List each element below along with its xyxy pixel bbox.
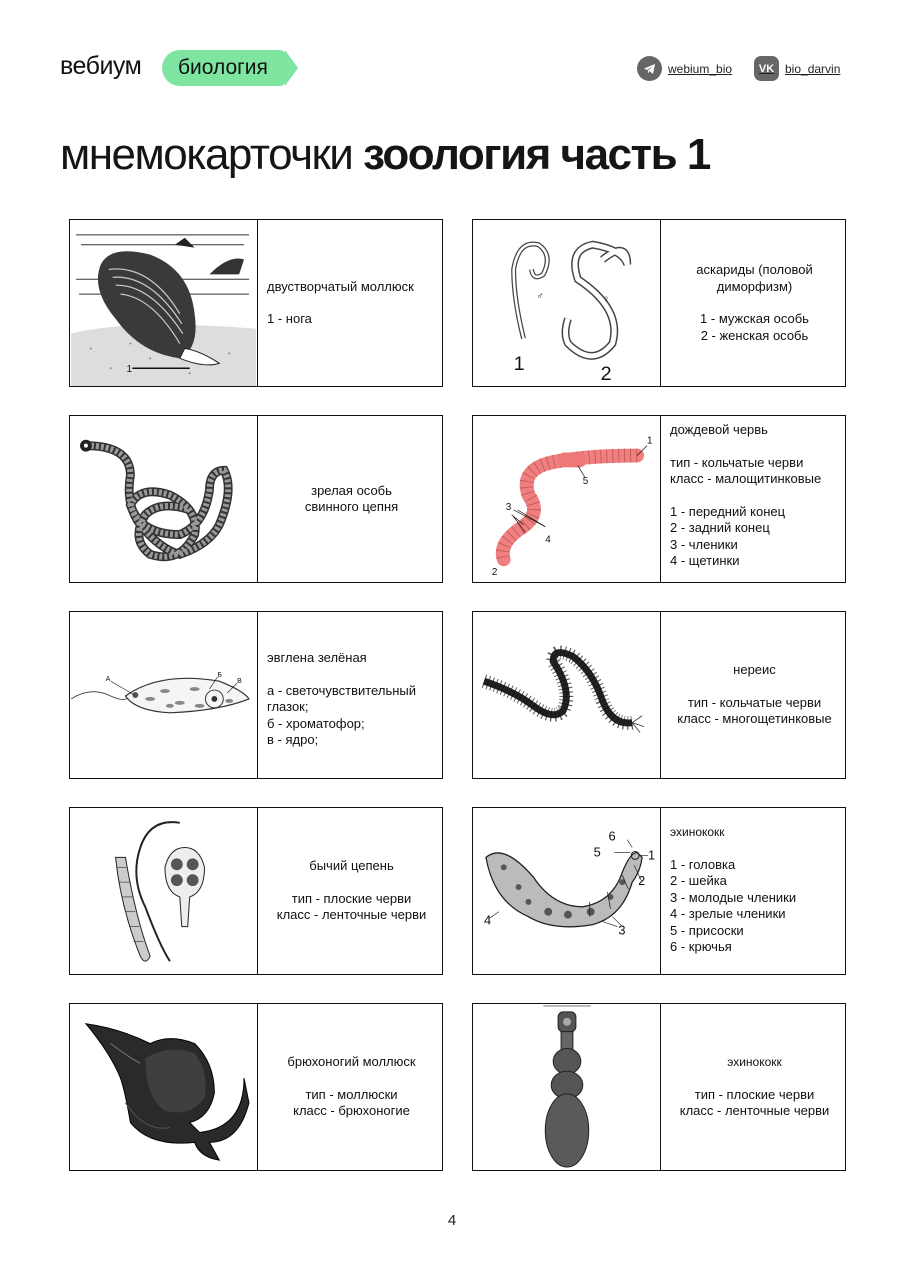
card-pork-tapeworm <box>69 415 443 583</box>
echinococcus-label-1: 1 <box>648 847 656 863</box>
euglena-label-c: В <box>237 678 242 686</box>
card-text <box>258 612 442 778</box>
card-line: класс - многощетинковые <box>677 711 832 727</box>
card-line: 6 - крючья <box>670 939 732 954</box>
card-line: класс - брюхоногие <box>293 1103 410 1119</box>
bivalve-label-1: 1 <box>126 364 132 376</box>
card-line: зрелая особь <box>311 482 392 498</box>
euglena-label-b: Б <box>217 672 222 680</box>
card-bivalve <box>69 219 443 387</box>
card-line: 5 - присоски <box>670 922 744 938</box>
card-line: 2 - шейка <box>670 873 727 888</box>
card-line: бычий цепень <box>309 858 394 874</box>
echinococcus-label-4: 4 <box>483 912 492 928</box>
beef-tapeworm-illustration <box>70 808 258 974</box>
telegram-icon <box>637 56 662 81</box>
card-line: глазок; <box>267 699 309 714</box>
card-line: брюхоногий моллюск <box>287 1054 416 1070</box>
card-nereis <box>472 611 846 779</box>
card-text <box>258 808 442 974</box>
echinococcus-illustration <box>473 1004 661 1170</box>
earthworm-label-4: 4 <box>545 534 551 546</box>
card-line: 3 - молодые членики <box>670 889 797 905</box>
card-earthworm <box>472 415 846 583</box>
card-line: класс - малощитинковые <box>670 471 822 486</box>
card-line: тип - моллюски <box>305 1086 398 1102</box>
echinococcus-label-5: 5 <box>593 844 601 860</box>
telegram-link[interactable] <box>637 56 732 81</box>
card-line: аскариды (половой <box>696 262 813 277</box>
card-line: класс - ленточные черви <box>276 907 427 923</box>
echinococcus-label-3: 3 <box>618 922 626 938</box>
euglena-illustration <box>70 612 258 778</box>
card-line: 1 - мужская особь <box>700 311 809 326</box>
card-line: а - светочувствительный <box>267 682 416 698</box>
card-line: 2 - задний конец <box>670 520 770 535</box>
card-line: эхинококк <box>670 825 725 839</box>
card-text <box>258 1004 442 1170</box>
echinococcus-label-6: 6 <box>608 828 616 844</box>
vk-link[interactable] <box>754 56 840 81</box>
bivalve-illustration <box>70 220 258 386</box>
card-line: нереис <box>733 662 776 678</box>
card-line: тип - кольчатые черви <box>687 694 822 710</box>
earthworm-illustration <box>473 416 661 582</box>
echinococcus-labeled-illustration <box>473 808 661 974</box>
card-line: 1 - головка <box>670 856 736 872</box>
nereis-illustration <box>473 612 661 778</box>
telegram-handle[interactable]: webium_bio <box>668 61 733 76</box>
earthworm-label-1: 1 <box>647 435 653 447</box>
card-line: эвглена зелёная <box>267 650 367 665</box>
card-text <box>661 220 845 386</box>
brand-logo: вебиум <box>60 52 142 80</box>
card-text <box>661 1004 845 1170</box>
earthworm-label-2: 2 <box>491 567 498 579</box>
echinococcus-label-2: 2 <box>638 873 646 889</box>
pork-tapeworm-illustration <box>70 416 258 582</box>
card-line: 4 - щетинки <box>670 553 740 568</box>
euglena-label-a: А <box>105 676 111 684</box>
card-line: 3 - членики <box>670 536 738 552</box>
card-echinococcus <box>472 1003 846 1171</box>
card-text <box>258 220 442 386</box>
card-echinococcus-labeled <box>472 807 846 975</box>
card-text <box>258 416 442 582</box>
page-header <box>0 0 904 110</box>
card-line: двустворчатый моллюск <box>267 278 414 294</box>
card-line: в - ядро; <box>267 732 319 747</box>
card-line: диморфизм) <box>716 278 793 294</box>
card-line: свинного цепня <box>304 499 399 514</box>
card-text <box>661 416 845 582</box>
male-symbol: ♂ <box>536 291 544 303</box>
card-line: 2 - женская особь <box>700 327 809 343</box>
card-line: эхинококк <box>727 1055 782 1070</box>
subject-badge: биология <box>162 50 286 86</box>
card-text <box>661 612 845 778</box>
card-line: 1 - передний конец <box>670 503 786 519</box>
card-line: класс - ленточные черви <box>679 1103 830 1119</box>
female-symbol: ♀ <box>602 294 610 306</box>
title-prefix: мнемокарточки <box>60 130 364 179</box>
ascarids-illustration <box>473 220 661 386</box>
card-line: дождевой червь <box>670 422 768 437</box>
vk-icon: VK <box>754 56 779 81</box>
ascarids-label-2: 2 <box>600 363 612 386</box>
card-beef-tapeworm <box>69 807 443 975</box>
gastropod-illustration <box>70 1004 258 1170</box>
earthworm-label-5: 5 <box>582 476 589 488</box>
card-line: 4 - зрелые членики <box>670 906 786 921</box>
card-ascarids <box>472 219 846 387</box>
card-line: б - хроматофор; <box>267 715 365 731</box>
earthworm-label-3: 3 <box>505 501 512 513</box>
card-euglena <box>69 611 443 779</box>
card-line: тип - кольчатые черви <box>670 454 804 470</box>
ascarids-label-1: 1 <box>513 353 525 376</box>
card-line: 1 - нога <box>267 311 312 326</box>
vk-handle[interactable]: bio_darvin <box>785 61 841 76</box>
page-title <box>60 130 710 180</box>
card-gastropod <box>69 1003 443 1171</box>
card-line: тип - плоские черви <box>291 890 412 906</box>
title-topic: зоология часть 1 <box>363 130 710 179</box>
page-number: 4 <box>447 1212 457 1229</box>
card-text <box>661 808 845 974</box>
card-line: тип - плоские черви <box>694 1086 815 1102</box>
